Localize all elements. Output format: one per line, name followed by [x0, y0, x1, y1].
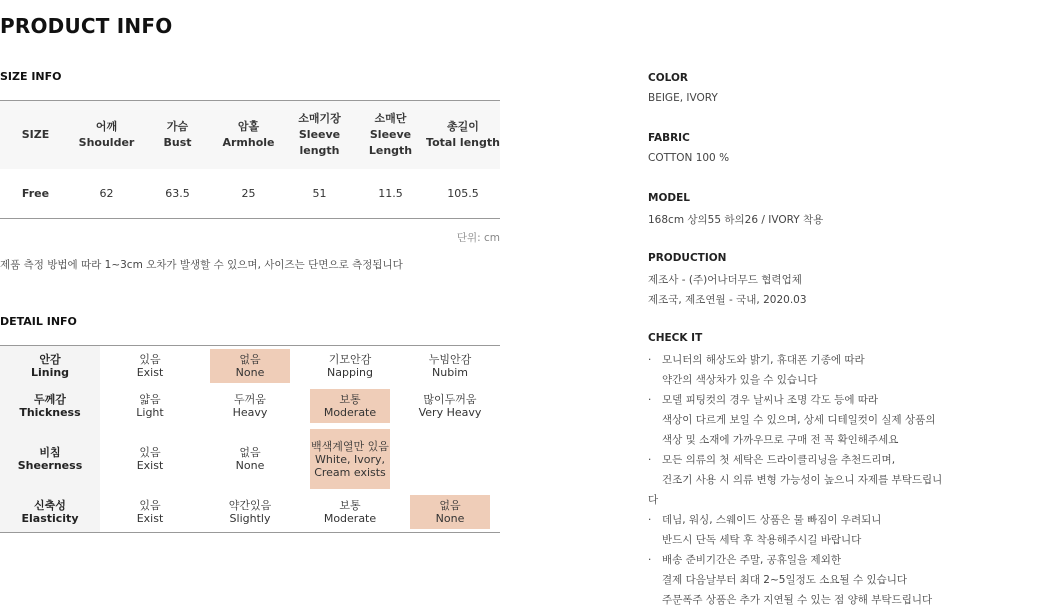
- list-item: · 데님, 워싱, 스웨이드 상품은 물 빠짐이 우려되니 반드시 단독 세탁 후 착용해주시길 바랍니다: [648, 510, 958, 550]
- detail-info-heading: DETAIL INFO: [0, 315, 77, 328]
- table-row: [0, 169, 500, 219]
- production-origin-date: 제조국, 제조연월 - 국내, 2020.03: [648, 294, 807, 306]
- detail-option: 많이두꺼움 Very Heavy: [418, 393, 482, 419]
- size-info-heading: SIZE INFO: [0, 70, 62, 83]
- detail-option: 기모안감 Napping: [327, 353, 373, 379]
- list-item: · 모니터의 해상도와 밝기, 휴대폰 기종에 따라 약간의 색상차가 있을 수 있습니다: [648, 350, 958, 390]
- detail-label: 안감 Lining: [0, 346, 100, 386]
- measurement-note: 제품 측정 방법에 따라 1~3cm 오차가 발생할 수 있으며, 사이즈는 단면으로 측정됩니다: [0, 259, 403, 271]
- detail-label: 신축성 Elasticity: [0, 492, 100, 532]
- size-table-header-row: [0, 101, 500, 169]
- fabric-value: COTTON 100 %: [648, 152, 730, 164]
- detail-option-selected: 없음 None: [410, 495, 490, 529]
- model-value: 168cm 상의55 하의26 / IVORY 착용: [648, 214, 824, 226]
- bullet: ·: [648, 354, 652, 366]
- total-length-col-header: 총길이 Total length: [426, 119, 500, 149]
- shoulder-col-header: 어깨 Shoulder: [78, 119, 135, 149]
- bullet: ·: [648, 394, 652, 406]
- color-value: BEIGE, IVORY: [648, 92, 718, 104]
- model-label: MODEL: [648, 192, 690, 204]
- detail-option: 누빔안감 Nubim: [428, 353, 472, 379]
- table-cell: 11.5: [378, 186, 403, 200]
- size-table: [0, 100, 500, 219]
- detail-option-selected: 보통 Moderate: [310, 389, 390, 423]
- list-item: · 배송 준비기간은 주말, 공휴일을 제외한 결제 다음날부터 최대 2~5일정도 소요될 수 있습니다 주문폭주 상품은 추가 지연될 수 있는 점 양해 부탁드립니다: [648, 550, 958, 610]
- unit-label: 단위: cm: [456, 232, 500, 244]
- armhole-col-header: 암홀 Armhole: [222, 119, 275, 149]
- page-title: PRODUCT INFO: [0, 14, 173, 38]
- size-cell: Free: [21, 186, 50, 200]
- size-col-header: SIZE: [21, 127, 50, 141]
- detail-option-selected: 백색계열만 있음 White, Ivory, Cream exists: [310, 429, 390, 489]
- color-label: COLOR: [648, 72, 688, 84]
- table-cell: 62: [99, 186, 114, 200]
- detail-row-thickness: [0, 386, 500, 426]
- fabric-label: FABRIC: [648, 132, 690, 144]
- detail-option: 있음 Exist: [136, 499, 164, 525]
- detail-row-lining: [0, 346, 500, 386]
- sleeve-length-col-header: 소매기장 Sleeve length: [298, 111, 341, 157]
- bullet: ·: [648, 454, 652, 466]
- production-label: PRODUCTION: [648, 252, 727, 264]
- check-it-label: CHECK IT: [648, 332, 703, 344]
- bust-col-header: 가슴 Bust: [163, 119, 192, 149]
- detail-table: [0, 345, 500, 533]
- detail-row-sheerness: [0, 426, 500, 492]
- detail-option: 보통 Moderate: [323, 499, 377, 525]
- list-item: · 모델 피팅컷의 경우 날씨나 조명 각도 등에 따라 색상이 다르게 보일 수 있으며, 상세 디테일컷이 실제 상품의 색상 및 소재에 가까우므로 구매 전 꼭 확인해주세요: [648, 390, 958, 450]
- detail-option: 없음 None: [235, 446, 265, 472]
- list-item: · 모든 의류의 첫 세탁은 드라이클리닝을 추천드리며, 건조기 사용 시 의류 변형 가능성이 높으니 자제를 부탁드립니 다: [648, 450, 958, 510]
- sleeve-hem-col-header: 소매단 Sleeve Length: [368, 111, 413, 157]
- detail-option: 약간있음 Slightly: [228, 499, 272, 525]
- detail-option: 있음 Exist: [136, 353, 164, 379]
- detail-option: 얇음 Light: [136, 393, 164, 419]
- table-cell: 25: [241, 186, 256, 200]
- detail-option: 두꺼움 Heavy: [232, 393, 268, 419]
- detail-label: 두께감 Thickness: [0, 386, 100, 426]
- check-it-list: [648, 350, 958, 610]
- detail-option: 있음 Exist: [136, 446, 164, 472]
- table-cell: 51: [312, 186, 327, 200]
- bullet: ·: [648, 514, 652, 526]
- production-manufacturer: 제조사 - (주)어나더무드 협력업체: [648, 274, 802, 286]
- detail-option-selected: 없음 None: [210, 349, 290, 383]
- table-cell: 105.5: [447, 186, 479, 200]
- table-cell: 63.5: [165, 186, 190, 200]
- bullet: ·: [648, 554, 652, 566]
- detail-label: 비침 Sheerness: [0, 426, 100, 492]
- detail-row-elasticity: [0, 492, 500, 532]
